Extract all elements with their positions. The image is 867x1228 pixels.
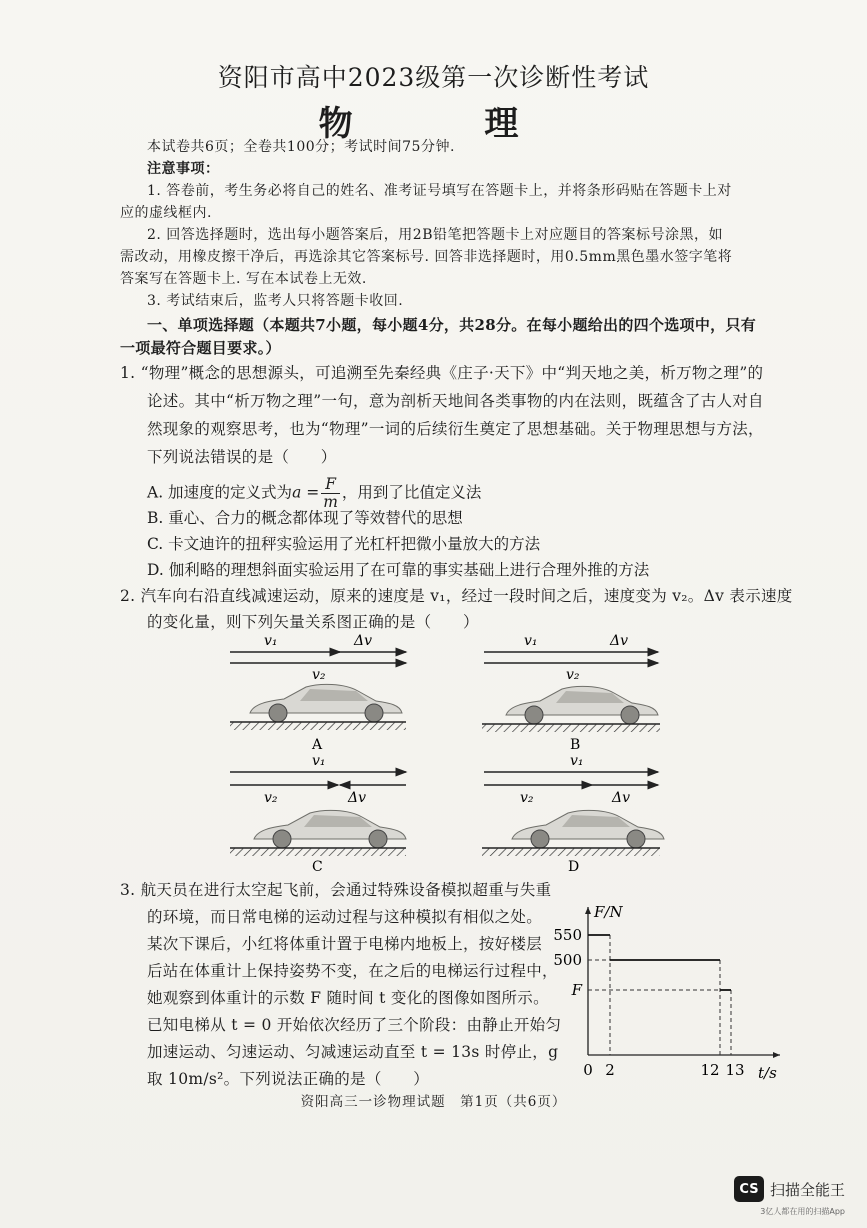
option-b-diagram	[482, 633, 660, 753]
y-axis-label: F/N	[594, 903, 623, 921]
q3-stem-6: 已知电梯从 t = 0 开始依次经历了三个阶段：由静止开始匀	[147, 1016, 562, 1034]
ground-hatch	[482, 848, 660, 856]
x-axis-label: t/s	[758, 1064, 777, 1080]
car-icon	[512, 810, 664, 848]
subject-title: 物 理	[318, 104, 579, 144]
ground-hatch	[230, 848, 406, 856]
q1-option-a-suffix: ，用到了比值定义法	[341, 483, 482, 502]
b-option-label: B	[570, 737, 581, 753]
q2-stem: 2. 汽车向右沿直线减速运动，原来的速度是 v₁，经过一段时间之后，速度变为 v₂。Δv 表示速度	[120, 587, 793, 605]
a-v2-label: v₂	[312, 667, 326, 683]
fraction-denominator: m	[323, 493, 338, 512]
a-v1-label: v₁	[264, 633, 278, 649]
a-dv-label: Δv	[354, 633, 373, 649]
scanner-tagline: 3亿人都在用的扫描App	[760, 1207, 845, 1216]
notice-item-1: 1. 答卷前，考生务必将自己的姓名、准考证号填写在答题卡上，并将条形码贴在答题卡上对	[147, 183, 732, 199]
option-c-diagram	[230, 753, 406, 875]
y-tick-label: 500	[553, 951, 582, 969]
b-dv-label: Δv	[610, 633, 629, 649]
q3-stem-7: 加速运动、匀速运动、匀减速运动直至 t = 13s 时停止，g	[147, 1043, 559, 1061]
fraction-numerator: F	[321, 476, 340, 494]
notice-item-3: 3. 考试结束后，监考人只将答题卡收回.	[147, 293, 404, 309]
q1-stem-2: 论述。其中“析万物之理”一句，意为剖析天地间各类事物的内在法则，既蕴含了古人对自	[147, 392, 764, 410]
car-icon	[254, 810, 406, 848]
c-option-label: C	[312, 859, 323, 875]
q1-option-b: B. 重心、合力的概念都体现了等效替代的思想	[147, 509, 463, 527]
car-icon	[506, 686, 658, 724]
q3-stem-5: 她观察到体重计的示数 F 随时间 t 变化的图像如图所示。	[147, 989, 549, 1007]
q3-stem-8: 取 10m/s²。下列说法正确的是（ ）	[147, 1070, 430, 1088]
q1-option-c: C. 卡文迪许的扭秤实验运用了光杠杆把微小量放大的方法	[147, 535, 541, 553]
car-icon	[250, 684, 402, 722]
x-tick-label: 0	[583, 1061, 593, 1079]
ground-hatch	[482, 724, 660, 732]
d-dv-label: Δv	[612, 790, 631, 806]
q1-option-a-text: A. 加速度的定义式为	[147, 483, 293, 502]
q2-vector-diagrams	[220, 625, 680, 875]
x-tick-label: 12	[700, 1061, 720, 1079]
y-axis-arrow	[585, 907, 591, 914]
b-v2-label: v₂	[566, 667, 580, 683]
notice-item-1-cont: 应的虚线框内.	[120, 205, 212, 221]
q1-option-a-formula: a =	[292, 483, 320, 502]
q3-stem: 3. 航天员在进行太空起飞前，会通过特殊设备模拟超重与失重	[120, 881, 552, 899]
q1-stem-4: 下列说法错误的是（ ）	[147, 448, 337, 466]
a-option-label: A	[312, 737, 323, 753]
section-heading-cont: 一项最符合题目要求。）	[120, 339, 281, 357]
d-v1-label: v₁	[570, 753, 584, 769]
q1-option-d: D. 伽利略的理想斜面实验运用了在可靠的事实基础上进行合理外推的方法	[147, 561, 650, 579]
section-heading: 一、单项选择题（本题共7小题，每小题4分，共28分。在每小题给出的四个选项中，只有	[147, 316, 757, 334]
cs-logo-icon: CS	[734, 1176, 764, 1202]
notice-item-2-cont: 需改动，用橡皮擦干净后，再选涂其它答案标号. 回答非选择题时，用0.5mm黑色墨水签字笔将	[120, 249, 733, 265]
q3-stem-2: 的环境，而日常电梯的运动过程与这种模拟有相似之处。	[147, 908, 543, 926]
q1-stem: 1. “物理”概念的思想源头，可追溯至先秦经典《庄子·天下》中“判天地之美，析万物之理”的	[120, 364, 764, 382]
b-v1-label: v₁	[524, 633, 538, 649]
c-v1-label: v₁	[312, 753, 326, 769]
page-footer: 资阳高三一诊物理试题 第1页（共6页）	[300, 1094, 567, 1110]
q2-stem-2: 的变化量，则下列矢量关系图正确的是（ ）	[147, 613, 479, 631]
option-d-diagram	[482, 753, 664, 875]
scanner-app-name: 扫描全能王	[769, 1180, 845, 1199]
d-v2-label: v₂	[520, 790, 534, 806]
c-v2-label: v₂	[264, 790, 278, 806]
q3-stem-3: 某次下课后，小红将体重计置于电梯内地板上，按好楼层	[147, 935, 543, 953]
d-option-label: D	[568, 859, 580, 875]
y-tick-label: 550	[553, 926, 582, 944]
force-time-chart	[550, 895, 790, 1080]
scanner-watermark	[734, 1176, 845, 1202]
option-a-diagram	[230, 633, 406, 753]
ground-hatch	[230, 722, 406, 730]
x-tick-label: 2	[605, 1061, 615, 1079]
exam-title: 资阳市高中2023级第一次诊断性考试	[217, 63, 650, 92]
c-dv-label: Δv	[348, 790, 367, 806]
y-tick-label: F	[571, 981, 582, 999]
exam-summary: 本试卷共6页；全卷共100分；考试时间75分钟.	[147, 139, 455, 155]
q3-stem-4: 后站在体重计上保持姿势不变，在之后的电梯运行过程中，	[147, 962, 558, 980]
x-axis-arrow	[773, 1052, 780, 1058]
q1-stem-3: 然现象的观察思考，也为“物理”一词的后续衍生奠定了思想基础。关于物理思想与方法，	[147, 420, 764, 438]
notice-title: 注意事项：	[147, 161, 220, 177]
notice-item-2-cont2: 答案写在答题卡上. 写在本试卷上无效.	[120, 271, 367, 287]
notice-item-2: 2. 回答选择题时，选出每小题答案后，用2B铅笔把答题卡上对应题目的答案标号涂黑，如	[147, 227, 724, 243]
x-tick-label: 13	[725, 1061, 745, 1079]
